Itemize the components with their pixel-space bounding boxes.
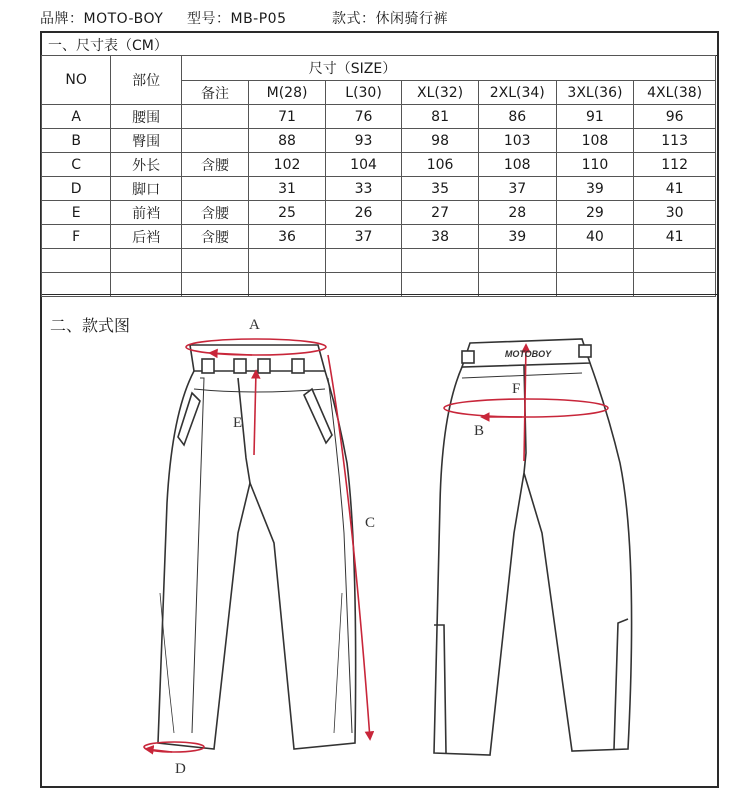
row-no-cell: A [42,105,111,129]
row-note-cell: 含腰 [181,225,248,249]
row-value-cell: 35 [402,177,479,201]
row-value-cell: 39 [478,225,556,249]
row-value-cell: 96 [634,105,716,129]
row-value-cell: 110 [556,153,634,177]
row-value-cell: 26 [325,201,401,225]
row-value-cell: 41 [634,225,716,249]
col-header-size: XL(32) [402,81,479,105]
row-value-cell: 39 [556,177,634,201]
row-value-cell: 76 [325,105,401,129]
row-value-cell: 108 [478,153,556,177]
row-value-cell: 88 [249,129,326,153]
front-right-pocket [304,389,332,443]
row-no-cell: C [42,153,111,177]
row-value-cell: 106 [402,153,479,177]
col-header-size: M(28) [249,81,326,105]
col-header-size: 3XL(36) [556,81,634,105]
row-part-cell: 腰围 [111,105,181,129]
row-part-cell: 外长 [111,153,181,177]
col-header-size: L(30) [325,81,401,105]
row-value-cell: 38 [402,225,479,249]
label-a: A [249,317,260,333]
hip-measure-ellipse-b [444,399,608,417]
col-header-size: 4XL(38) [634,81,716,105]
row-value-cell: 40 [556,225,634,249]
row-value-cell: 36 [249,225,326,249]
row-no-cell: E [42,201,111,225]
back-outline [434,363,632,755]
pants-diagram [42,33,717,786]
row-value-cell: 103 [478,129,556,153]
col-header-size: 2XL(34) [478,81,556,105]
col-header-part: 部位 [111,56,181,105]
row-value-cell: 29 [556,201,634,225]
col-header-no: NO [42,56,111,105]
label-e: E [233,415,243,431]
row-value-cell: 102 [249,153,326,177]
front-left-pocket [178,393,200,445]
row-value-cell: 31 [249,177,326,201]
row-value-cell: 91 [556,105,634,129]
row-note-cell: 含腰 [181,153,248,177]
row-part-cell: 后裆 [111,225,181,249]
row-value-cell: 112 [634,153,716,177]
row-value-cell: 108 [556,129,634,153]
row-value-cell: 86 [478,105,556,129]
row-value-cell: 33 [325,177,401,201]
row-part-cell: 臀围 [111,129,181,153]
row-value-cell: 30 [634,201,716,225]
model-label: 型号：MB-P05 [187,11,287,27]
row-note-cell: 含腰 [181,201,248,225]
row-value-cell: 81 [402,105,479,129]
back-right-cuff-vent [614,619,628,749]
row-value-cell: 37 [325,225,401,249]
row-value-cell: 37 [478,177,556,201]
row-value-cell: 98 [402,129,479,153]
label-f: F [512,381,521,397]
front-pants-drawing [158,345,356,749]
label-d: D [175,761,186,777]
style-label: 款式：休闲骑行裤 [332,11,448,27]
col-header-size-group: 尺寸（SIZE） [249,56,716,81]
row-value-cell: 71 [249,105,326,129]
brand-label: 品牌：MOTO-BOY [40,11,164,27]
style-diagram-title: 二、款式图 [50,316,131,335]
row-value-cell: 93 [325,129,401,153]
row-value-cell: 28 [478,201,556,225]
measurement-labels [175,317,520,777]
row-part-cell: 脚口 [111,177,181,201]
row-value-cell: 41 [634,177,716,201]
front-outline [158,371,356,749]
row-value-cell: 27 [402,201,479,225]
row-part-cell: 前裆 [111,201,181,225]
spec-sheet-frame [40,31,719,788]
outseam-measure-line-c [328,355,370,739]
row-no-cell: D [42,177,111,201]
row-value-cell: 104 [325,153,401,177]
row-value-cell: 113 [634,129,716,153]
row-value-cell: 25 [249,201,326,225]
label-b: B [474,423,485,439]
waistband-logo-text: MOTOBOY [504,349,552,359]
label-c: C [365,515,376,531]
front-rise-measure-line-e [254,371,256,455]
col-header-note: 备注 [181,81,248,105]
row-no-cell: B [42,129,111,153]
measurement-marks [144,339,608,752]
size-table-title: 一、尺寸表（CM） [42,33,717,56]
row-no-cell: F [42,225,111,249]
